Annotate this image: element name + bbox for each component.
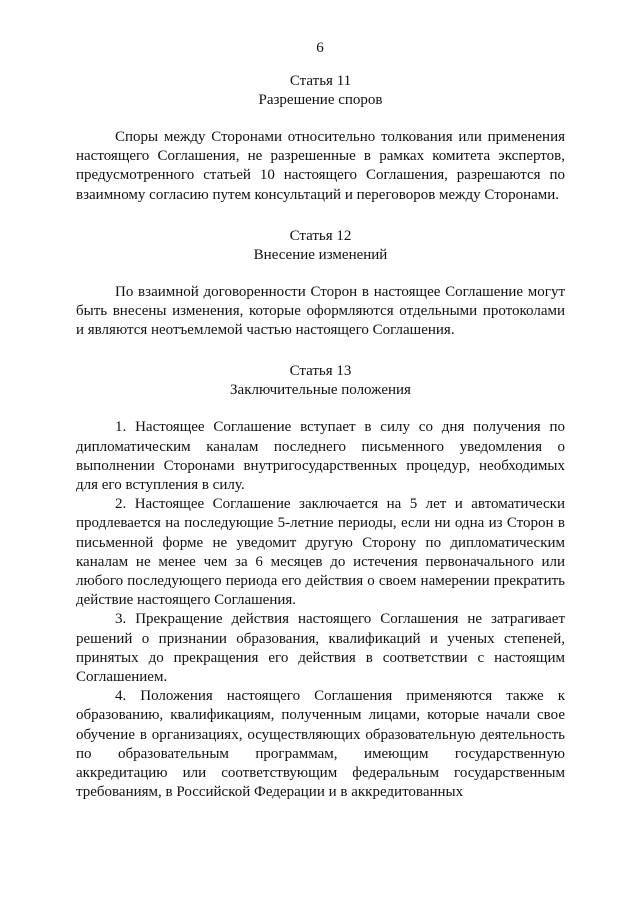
article-11 — [76, 72, 565, 205]
article-body — [76, 418, 565, 802]
paragraph: Споры между Сторонами относительно толкования или применения настоящего Соглашения, не разрешенные в рамках комитета экспертов, предусмотренного статьей 10 настоящего Соглашения, разрешаются по взаимному согласию путем консультаций и переговоров между Сторонами. — [76, 129, 565, 203]
article-body — [76, 283, 565, 341]
article-13 — [76, 362, 565, 802]
article-12 — [76, 227, 565, 341]
paragraph-item-1: 1. Настоящее Соглашение вступает в силу со дня получения по дипломатическим каналам последнего письменного уведомления о выполнении Сторонами внутригосударственных процедур, необходимых для его вступления в силу. — [76, 419, 565, 494]
paragraph-item-2: 2. Настоящее Соглашение заключается на 5 лет и автоматически продлевается на последующие 5-летние периоды, если ни одна из Сторон в письменной форме не уведомит другую Сторону по дипломатическим каналам не менее чем за 6 месяцев до истечения первоначального или любого последующего периода его действия о своем намерении прекратить действие настоящего Соглашения. — [76, 496, 565, 609]
document-content — [76, 72, 565, 802]
article-heading: Статья 13 — [289, 363, 352, 380]
paragraph: По взаимной договоренности Сторон в настоящее Соглашение могут быть внесены изменения, которые оформляются отдельными протоколами и являются неотъемлемой частью настоящего Соглашения. — [76, 283, 565, 339]
article-heading: Статья 11 — [289, 73, 352, 89]
article-title: Внесение изменений — [253, 246, 388, 263]
article-heading: Статья 12 — [289, 227, 352, 244]
article-title: Заключительные положения — [230, 382, 411, 399]
paragraph-item-4: 4. Положения настоящего Соглашения применяются также к образованию, квалификациям, полученным лицами, которые начали свое обучение в организациях, осуществляющих образовательную деятельность по образовательным программам, имеющим государственную аккредитацию или соответствующим федеральным государственным требованиям, в Российской Федерации и в аккредитованных — [76, 688, 565, 801]
section-gap — [76, 340, 565, 362]
page-number: 6 — [316, 40, 324, 56]
article-title: Разрешение споров — [258, 92, 383, 108]
section-gap — [76, 205, 565, 227]
article-body — [76, 128, 565, 205]
paragraph-item-3: 3. Прекращение действия настоящего Соглашения не затрагивает решений о признании образования, квалификаций и ученых степеней, принятых до прекращения его действия в соответствии с настоящим Соглашением. — [76, 611, 565, 686]
